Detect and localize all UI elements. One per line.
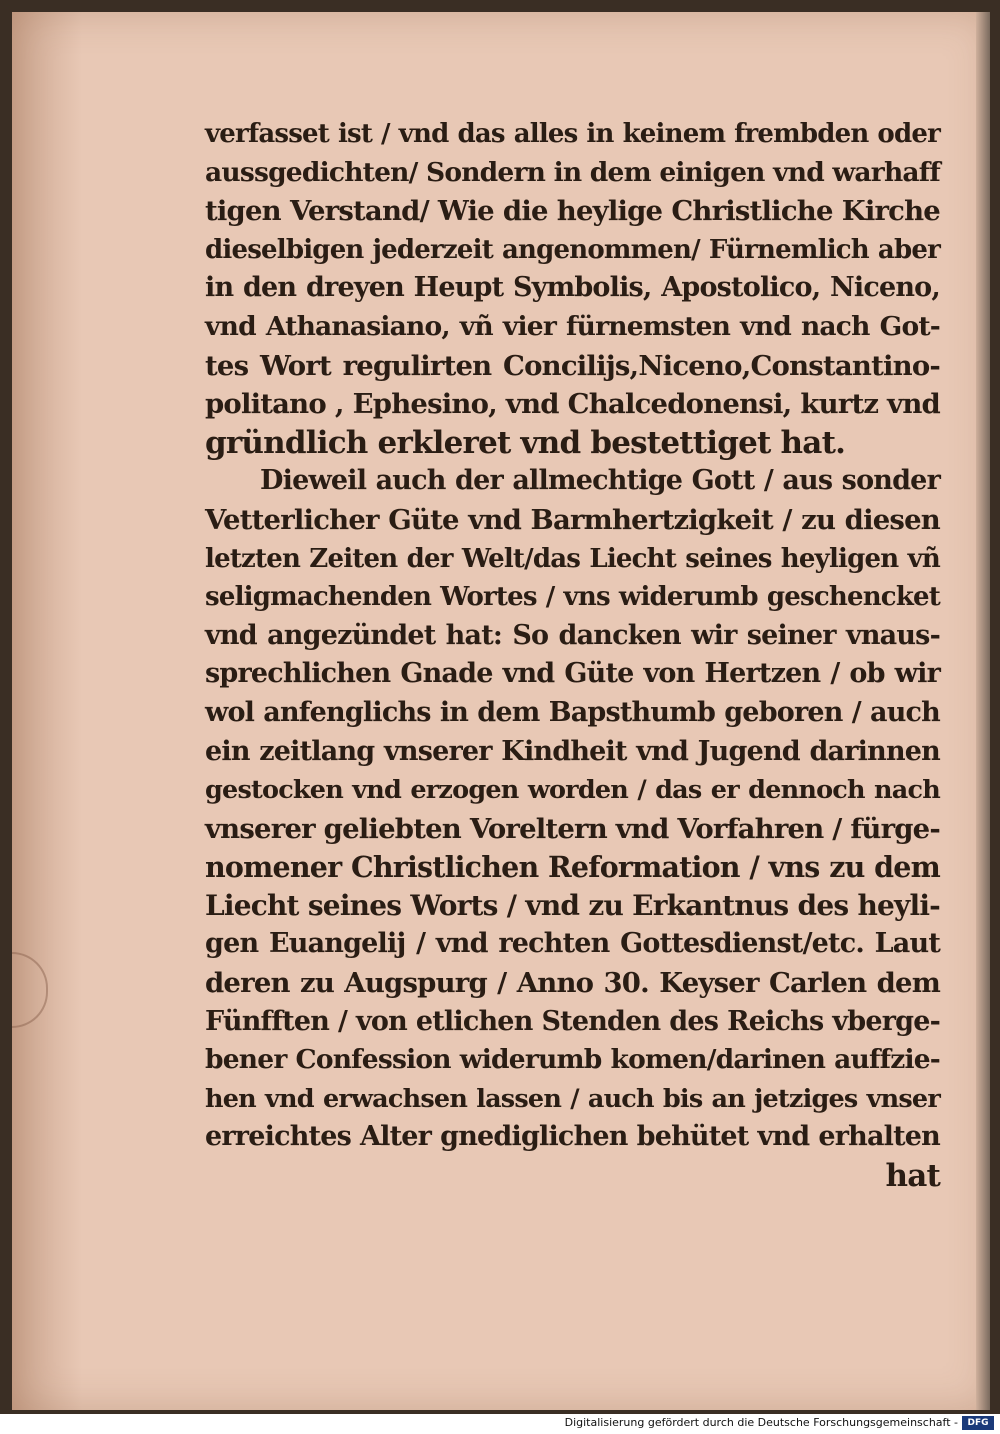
text-line: ein zeitlang vnserer Kindheit vnd Jugend darinnen	[205, 735, 940, 767]
paragraph-end-line: gründlich erkleret vnd bestettiget hat.	[205, 424, 846, 461]
text-line: Fünfften / von etlichen Stenden des Reichs vberge-	[205, 1005, 940, 1037]
text-line: letzten Zeiten der Welt/das Liecht seines heyligen vñ	[205, 543, 940, 574]
text-line: vnd angezündet hat: So dancken wir seiner vnaus-	[205, 619, 940, 651]
text-line: hen vnd erwachsen lassen / auch bis an jetziges vnser	[205, 1083, 940, 1114]
text-line: aussgedichten/ Sondern in dem einigen vnd warhaff	[205, 156, 940, 188]
text-line: gestocken vnd erzogen worden / das er dennoch nach	[205, 775, 940, 806]
text-line: erreichtes Alter gnediglichen behütet vnd erhalten	[205, 1121, 940, 1153]
text-line: nomener Christlichen Reformation / vns zu dem	[205, 850, 940, 885]
body-text	[205, 115, 940, 1196]
text-line: dieselbigen jederzeit angenommen/ Fürnemlich aber	[205, 234, 940, 265]
page-edge	[976, 12, 990, 1410]
text-line: seligmachenden Wortes / vns widerumb geschencket	[205, 582, 940, 613]
text-line: vnserer geliebten Voreltern vnd Vorfahren / fürge-	[205, 812, 940, 845]
text-line: Liecht seines Worts / vnd zu Erkantnus des heyli-	[205, 888, 940, 922]
text-line: bener Confession widerumb komen/darinen auffzie-	[205, 1044, 940, 1076]
text-line: verfasset ist / vnd das alles in keinem frembden oder	[205, 119, 940, 149]
text-line: tigen Verstand/ Wie die heylige Christliche Kirche	[205, 195, 940, 228]
text-line: in den dreyen Heupt Symbolis, Apostolico, Niceno,	[205, 272, 940, 304]
text-line: wol anfenglichs in dem Bapsthumb geboren / auch	[205, 696, 940, 728]
text-line: vnd Athanasiano, vñ vier fürnemsten vnd nach Got-	[205, 310, 940, 342]
gutter-shadow	[12, 12, 82, 1410]
text-line: gen Euangelij / vnd rechten Gottesdienst/etc. Laut	[205, 928, 940, 960]
catchword: hat	[885, 1158, 940, 1195]
funding-credit: Digitalisierung gefördert durch die Deutsche Forschungsgemeinschaft -	[564, 1416, 958, 1429]
paragraph-start-line: Dieweil auch der allmechtige Gott / aus sonder	[260, 465, 940, 497]
text-line: sprechlichen Gnade vnd Güte von Hertzen / ob wir	[205, 658, 940, 690]
text-line: Vetterlicher Güte vnd Barmhertzigkeit / zu diesen	[205, 503, 940, 536]
text-line: tes Wort regulirten Concilijs,Niceno,Constantino-	[205, 349, 940, 382]
text-line: politano , Ephesino, vnd Chalcedonensi, kurtz vnd	[205, 388, 940, 421]
text-line: deren zu Augspurg / Anno 30. Keyser Carlen dem	[205, 967, 940, 1000]
footer-bar	[0, 1414, 1000, 1434]
dfg-logo: DFG	[962, 1416, 994, 1430]
